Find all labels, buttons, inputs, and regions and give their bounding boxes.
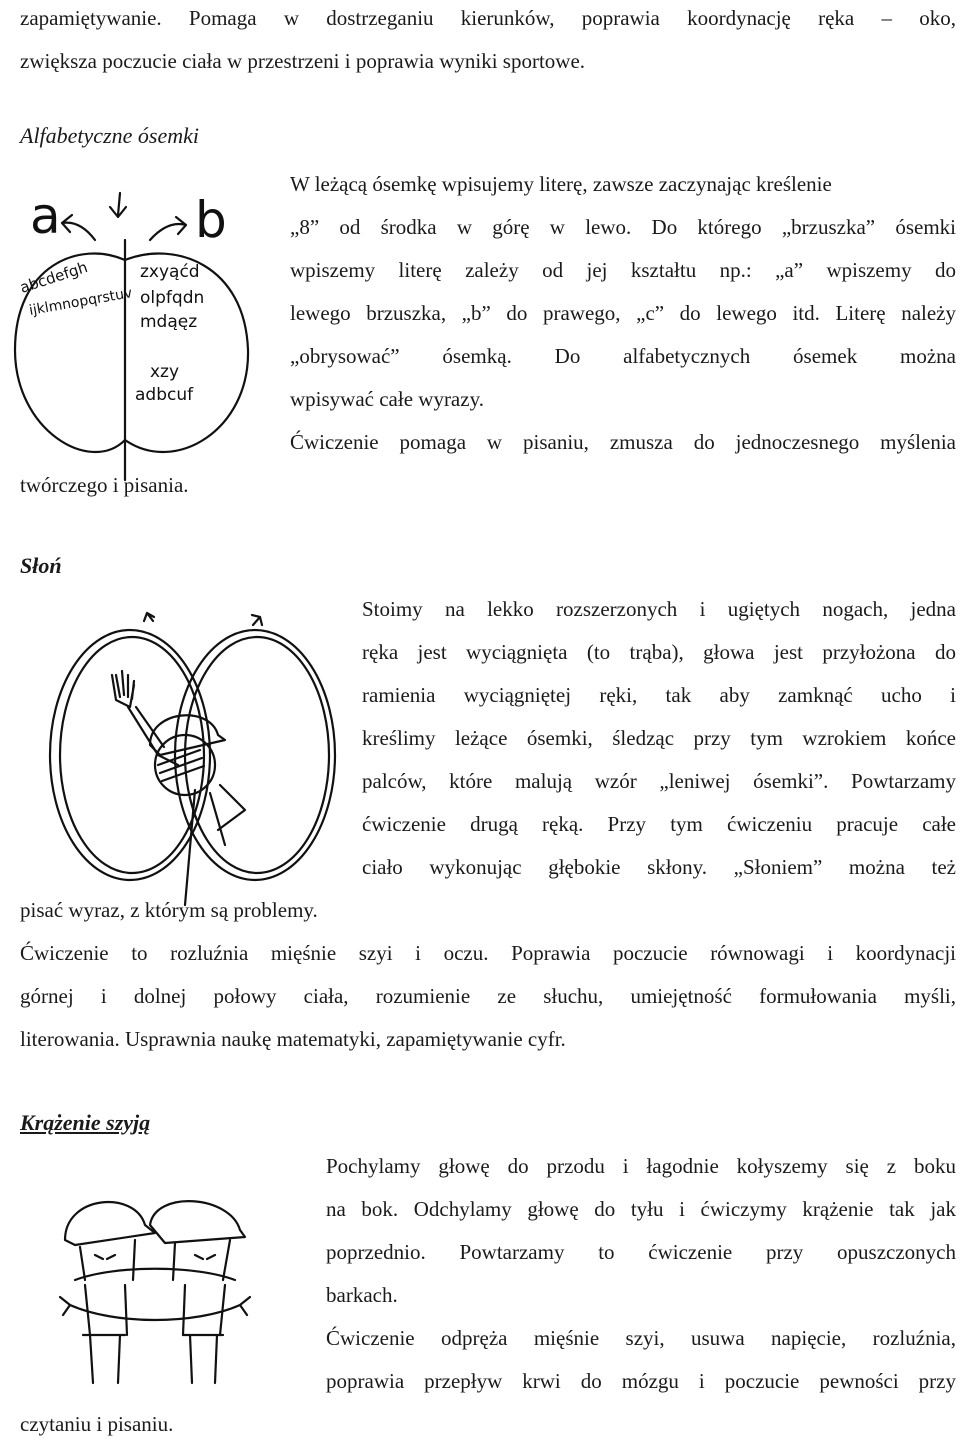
- section2-line-1: Stoimy na lekko rozszerzonych i ugiętych nogach, jedna: [362, 597, 956, 621]
- section2-line-10: górnej i dolnej połowy ciała, rozumienie ze słuchu, umiejętność formułowania myśli,: [20, 984, 956, 1008]
- section3-line-4: barkach.: [326, 1283, 398, 1307]
- section-heading-krazenie-szyja: Krążenie szyją: [20, 1110, 151, 1135]
- section2-line-7: ciało wykonując głębokie skłony. „Słoniem” można też: [362, 855, 956, 879]
- section-heading-alfabetyczne-osemki: Alfabetyczne ósemki: [20, 123, 199, 148]
- section2-line-3: ramienia wyciągniętej ręki, tak aby zamknąć ucho i: [362, 683, 956, 707]
- section2-line-8: pisać wyraz, z którym są problemy.: [20, 898, 318, 922]
- section2-line-9: Ćwiczenie to rozluźnia mięśnie szyi i oczu. Poprawia poczucie równowagi i koordynacji: [20, 941, 956, 965]
- arrow-down-icon: [110, 193, 126, 217]
- raised-hand: [112, 671, 134, 707]
- section2-line-2: ręka jest wyciągnięta (to trąba), głowa jest przyłożona do: [362, 640, 956, 664]
- section3-line-7: czytaniu i pisaniu.: [20, 1412, 174, 1436]
- cap-right: [150, 1201, 245, 1243]
- section3-line-1: Pochylamy głowę do przodu i łagodnie kołyszemy się z boku: [326, 1154, 956, 1178]
- right-letters-row-3: mdąęz: [140, 312, 198, 332]
- right-letters-row-1: zxyąćd: [140, 262, 200, 282]
- section2-line-11: literowania. Usprawnia naukę matematyki, zapamiętywanie cyfr.: [20, 1027, 566, 1051]
- section1-line-8: twórczego i pisania.: [20, 473, 189, 497]
- section3-line-6: poprawia przepływ krwi do mózgu i poczucie pewności przy: [326, 1369, 956, 1393]
- elephant-exercise-illustration: [50, 615, 350, 905]
- arc-bottom: [70, 1305, 240, 1320]
- alphabet-eights-illustration: [0, 185, 260, 485]
- section3-line-5: Ćwiczenie odpręża mięśnie szyi, usuwa napięcie, rozluźnia,: [326, 1326, 956, 1350]
- section2-line-4: kreślimy leżące ósemki, śledząc przy tym wzrokiem końce: [362, 726, 956, 750]
- section3-line-2: na bok. Odchylamy głowę do tyłu i ćwiczymy krążenie tak jak: [326, 1197, 956, 1221]
- section1-line-5: „obrysować” ósemką. Do alfabetycznych ósemek można: [290, 344, 956, 368]
- right-letters-row-5: adbcuf: [135, 385, 194, 405]
- intro-line-2: zwiększa poczucie ciała w przestrzeni i poprawia wyniki sportowe.: [20, 49, 586, 73]
- right-loop: [125, 253, 248, 452]
- big-letter-b: b: [195, 191, 227, 249]
- right-letters-row-4: xzy: [150, 362, 180, 382]
- right-letters-row-2: olpfqdn: [140, 288, 205, 308]
- arc-top: [75, 1269, 235, 1280]
- left-letters-row-2: ijklmnopqrstuv: [27, 285, 134, 319]
- section1-line-3: wpiszemy literę zależy od jej kształtu np.: „a” wpiszemy do: [290, 258, 956, 282]
- section1-line-2: „8” od środka w górę w lewo. Do którego „brzuszka” ósemki: [290, 215, 956, 239]
- arrow-left-icon: [62, 215, 95, 240]
- body: [185, 785, 245, 905]
- section2-line-6: ćwiczenie drugą ręką. Przy tym ćwiczeniu pracuje całe: [362, 812, 956, 836]
- section-heading-slon: Słoń: [20, 553, 62, 578]
- section3-line-3: poprzednio. Powtarzamy to ćwiczenie przy opuszczonych: [326, 1240, 956, 1264]
- arrow-right-icon: [150, 217, 186, 240]
- left-letters-row-1: abcdefgh: [17, 258, 90, 297]
- section2-line-5: palców, które malują wzór „leniwej ósemki”. Powtarzamy: [362, 769, 956, 793]
- intro-line-1: zapamiętywanie. Pomaga w dostrzeganiu kierunków, poprawia koordynację ręka – oko,: [20, 6, 956, 30]
- arm: [128, 707, 178, 765]
- section1-line-4: lewego brzuszka, „b” do prawego, „c” do lewego itd. Literę należy: [290, 301, 956, 325]
- section1-line-7: Ćwiczenie pomaga w pisaniu, zmusza do jednoczesnego myślenia: [290, 430, 956, 454]
- cap-left: [65, 1202, 155, 1245]
- neck-circling-illustration: [55, 1185, 255, 1385]
- section1-line-1: W leżącą ósemkę wpisujemy literę, zawsze zaczynając kreślenie: [290, 172, 832, 196]
- section1-line-6: wpisywać całe wyrazy.: [290, 387, 484, 411]
- big-letter-a: a: [30, 187, 61, 245]
